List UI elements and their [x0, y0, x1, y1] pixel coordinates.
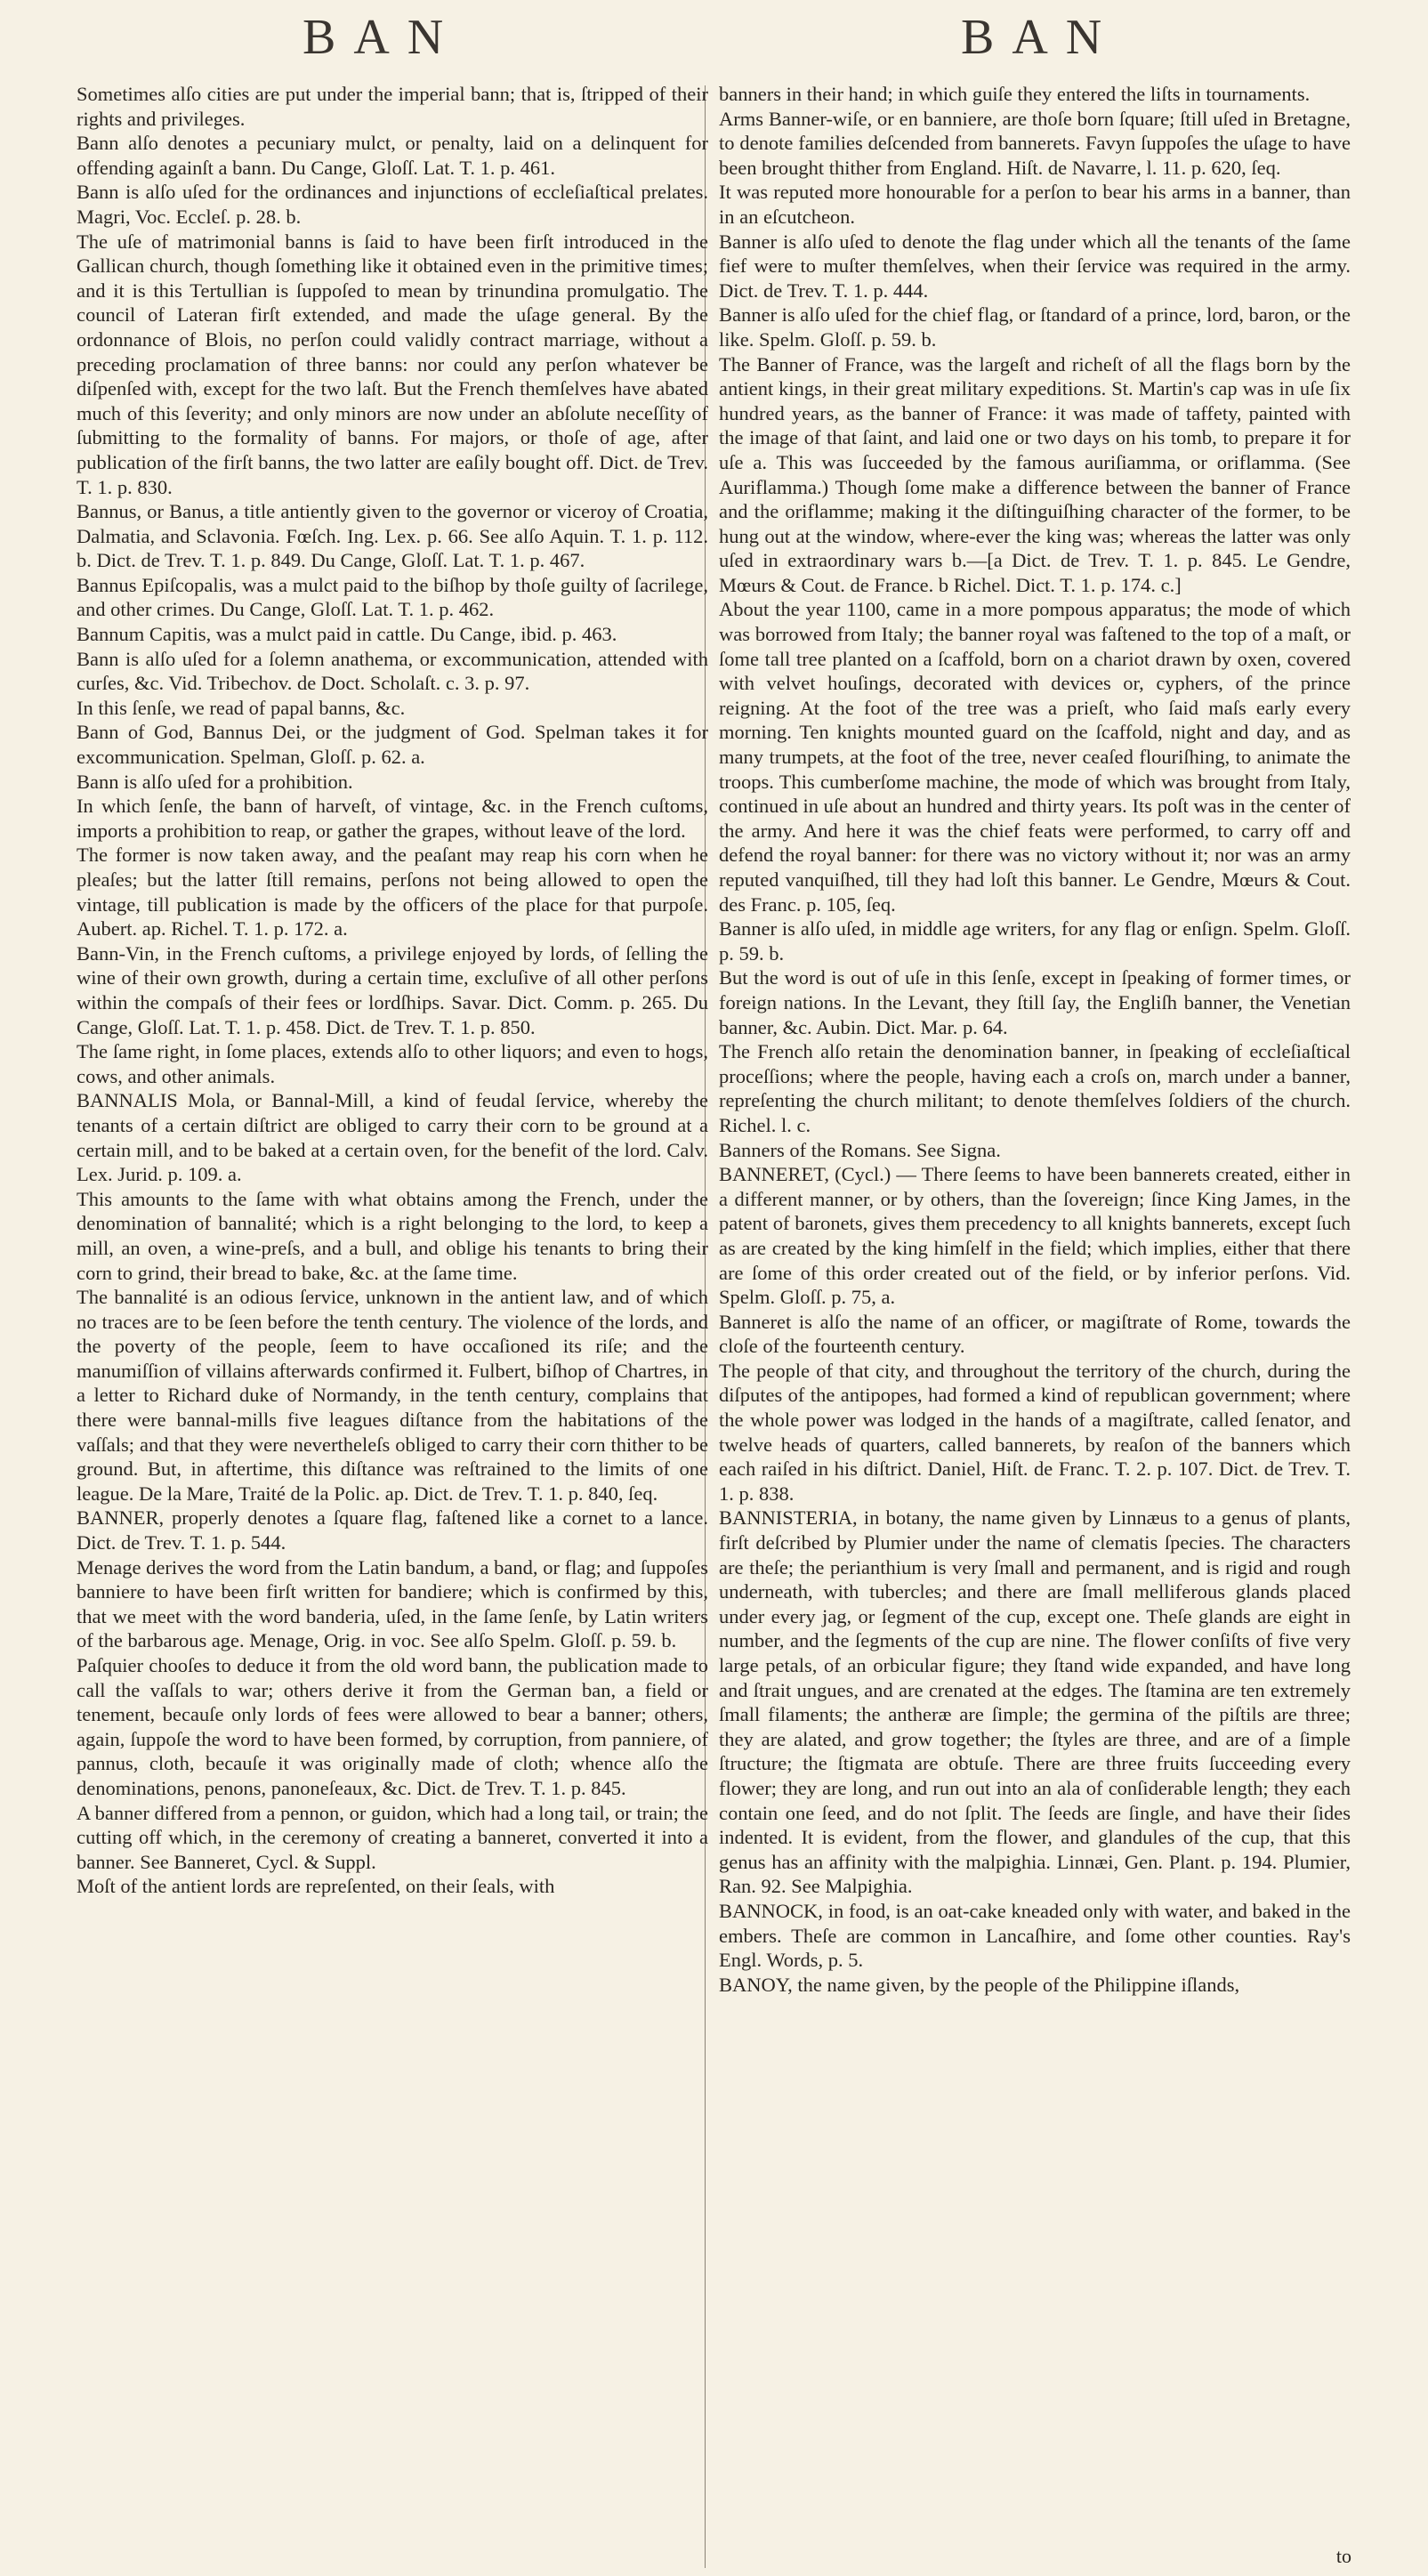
entry-paragraph: Paſquier chooſes to deduce it from the old word bann, the publication made to call the vaſſals to war; others derive it from the German ban, a field or tenement, becauſe only lords of fees were allowed to bear a banner; others, again, ſuppoſe the word to have been formed, by corruption, from panniere, of pannus, cloth, becauſe it was originally made of cloth; whence alſo the denominations, penons, panoneſeaux, &c. Dict. de Trev. T. 1. p. 845.	[77, 1654, 708, 1799]
dictionary-entry: Arms Banner-wiſe, or en banniere, are thoſe born ſquare; ſtill uſed in Bretagne, to denote families deſcended from bannerets. Favyn ſuppoſes the uſage to have been brought thither from England. Hiſt. de Navarre, l. 11. p. 620, ſeq.	[719, 107, 1351, 179]
entry-paragraph: The bannalité is an odious ſervice, unknown in the antient law, and of which no traces are to be ſeen before the tenth century. The violence of the lords, and the poverty of the people, ſeem to have occaſioned its riſe; and the manumiſſion of villains afterwards confirmed it. Fulbert, biſhop of Chartres, in a letter to Richard duke of Normandy, in the tenth century, complains that there were bannal-mills five leagues diſtance from the habitations of the vaſſals; and that they were nevertheleſs obliged to carry their corn thither to be ground. But, in aftertime, this diſtance was reſtrained to the limits of one league. De la Mare, Traité de la Polic. ap. Dict. de Trev. T. 1. p. 840, ſeq.	[77, 1286, 708, 1505]
dictionary-entry: BANNERET, (Cycl.) — There ſeems to have been bannerets created, either in a different manner, or by others, than the ſovereign; ſince King James, in the patent of baronets, gives them precedency to all knights bannerets, except ſuch as are created by the king himſelf in the field; which implies, either that there are ſome of this order created out of the field, or by inferior perſons. Vid. Spelm. Gloſſ. p. 75, a.	[719, 1163, 1351, 1309]
entry-paragraph: This amounts to the ſame with what obtains among the French, under the denomination of bannalité; which is a right belonging to the lord, to keep a mill, an oven, a wine-preſs, and a bull, and oblige his tenants to bring their corn to grind, their bread to bake, &c. at the ſame time.	[77, 1187, 708, 1284]
left-column	[77, 82, 708, 1899]
dictionary-entry: Bannus, or Banus, a title antiently given to the governor or viceroy of Croatia, Dalmatia, and Sclavonia. Fœſch. Ing. Lex. p. 66. See alſo Aquin. T. 1. p. 112. b. Dict. de Trev. T. 1. p. 849. Du Cange, Gloſſ. Lat. T. 1. p. 467.	[77, 500, 708, 572]
dictionary-entry: Bannus Epiſcopalis, was a mulct paid to the biſhop by thoſe guilty of ſacrilege, and other crimes. Du Cange, Gloſſ. Lat. T. 1. p. 462.	[77, 573, 708, 621]
dictionary-entry: Bann is alſo uſed for a ſolemn anathema, or excommunication, attended with curſes, &c. Vid. Tribechov. de Doct. Scholaſt. c. 3. p. 97.	[77, 647, 708, 695]
dictionary-entry: Banneret is alſo the name of an officer, or magiſtrate of Rome, towards the cloſe of the fourteenth century.	[719, 1310, 1351, 1358]
entry-paragraph: The former is now taken away, and the peaſant may reap his corn when he pleaſes; but the latter ſtill remains, perſons not being allowed to open the vintage, till publication is made by the officers of the place for that purpoſe. Aubert. ap. Richel. T. 1. p. 172. a.	[77, 844, 708, 941]
dictionary-entry: Banner is alſo uſed to denote the flag under which all the tenants of the ſame fief were to muſter themſelves, when their ſervice was required in the army. Dict. de Trev. T. 1. p. 444.	[719, 230, 1351, 302]
dictionary-entry: BANNISTERIA, in botany, the name given by Linnæus to a genus of plants, firſt deſcribed by Plumier under the name of clematis ſpecies. The characters are theſe; the perianthium is very ſmall and permanent, and is rigid and rough underneath, with tubercles; and there are ſmall melliferous glands placed under every jag, or ſegment of the cup, except one. Theſe glands are eight in number, and the ſegments of the cup are nine. The flower conſiſts of five very large petals, of an orbicular figure; they ſtand wide expanded, and have long and ſtrait ungues, and are crenated at the edges. The ſtamina are ten extremely ſmall filaments; the antheræ are ſimple; the germina of the piſtils are three; they are alated, and grow together; the ſtyles are three, and are of a ſimple ſtructure; the ſtigmata are obtuſe. There are three fruits ſucceeding every flower; they are long, and run out into an ala of conſiderable length; they each contain one ſeed, and do not ſplit. The ſeeds are ſingle, and have their ſides indented. It is evident, from the flower, and glandules of the cup, that this genus has an affinity with the malpighia. Linnæi, Gen. Plant. p. 194. Plumier, Ran. 92. See Malpighia.	[719, 1506, 1351, 1898]
entry-paragraph: The people of that city, and throughout the territory of the church, during the diſputes of the antipopes, had formed a kind of republican government; where the whole power was lodged in the hands of a magiſtrate, called ſenator, and twelve heads of quarters, called bannerets, by reaſon of the banners which each raiſed in his diſtrict. Daniel, Hiſt. de Franc. T. 2. p. 107. Dict. de Trev. T. 1. p. 838.	[719, 1359, 1351, 1505]
entry-paragraph: In this ſenſe, we read of papal banns, &c.	[77, 696, 406, 719]
dictionary-entry: Bannum Capitis, was a mulct paid in cattle. Du Cange, ibid. p. 463.	[77, 623, 617, 646]
dictionary-entry: BANNOCK, in food, is an oat-cake kneaded only with water, and baked in the embers. Theſe are common in Lancaſhire, and ſome other counties. Ray's Engl. Words, p. 5.	[719, 1899, 1351, 1972]
dictionary-entry: Bann of God, Bannus Dei, or the judgment of God. Spelman takes it for excommunication. Spelman, Gloſſ. p. 62. a.	[77, 721, 708, 769]
right-column	[719, 82, 1351, 1997]
entry-paragraph: In which ſenſe, the bann of harveſt, of vintage, &c. in the French cuſtoms, imports a prohibition to reap, or gather the grapes, without leave of the lord.	[77, 795, 708, 842]
entry-paragraph: A banner differed from a pennon, or guidon, which had a long tail, or train; the cutting off which, in the ceremony of creating a banneret, converted it into a banner. See Banneret, Cycl. & Suppl.	[77, 1801, 708, 1873]
entry-paragraph: Sometimes alſo cities are put under the imperial bann; that is, ſtripped of their rights and privileges.	[77, 83, 708, 130]
dictionary-entry: Bann alſo denotes a pecuniary mulct, or penalty, laid on a delinquent for offending againſt a bann. Du Cange, Gloſſ. Lat. T. 1. p. 461.	[77, 132, 708, 179]
entry-paragraph: The French alſo retain the denomination banner, in ſpeaking of eccleſiaſtical proceſſions; where the people, having each a croſs on, march under a banner, repreſenting the church militant; to denote themſelves ſoldiers of the church. Richel. l. c.	[719, 1040, 1351, 1136]
entry-paragraph: Menage derives the word from the Latin bandum, a band, or flag; and ſuppoſes banniere to have been firſt written for bandiere; which is confirmed by this, that we meet with the word banderia, uſed, in the ſame ſenſe, by Latin writers of the barbarous age. Menage, Orig. in voc. See alſo Spelm. Gloſſ. p. 59. b.	[77, 1555, 708, 1652]
dictionary-entry: The Banner of France, was the largeſt and richeſt of all the flags born by the antient kings, in their great military expeditions. St. Martin's cap was in uſe ſix hundred years, as the banner of France: it was made of taffety, painted with the image of that ſaint, and laid one or two days on his tomb, to prepare it for uſe a. This was ſucceeded by the famous auriſiamma, or oriflamma. (See Auriflamma.) Though ſome make a difference between the banner of France and the oriflamme; making it the diſtinguiſhing character of the former, to be hung out at the window, where-ever the king was; whereas the latter was only uſed in extraordinary wars b.—[a Dict. de Trev. T. 1. p. 845. Le Gendre, Mœurs & Cout. de France. b Richel. Dict. T. 1. p. 174. c.]	[719, 352, 1351, 596]
entry-paragraph: Moſt of the antient lords are repreſented, on their ſeals, with	[77, 1875, 555, 1898]
entry-paragraph: But the word is out of uſe in this ſenſe, except in ſpeaking of former times, or foreign nations. In the Levant, they ſtill ſay, the Engliſh banner, the Venetian banner, &c. Aubin. Dict. Mar. p. 64.	[719, 966, 1351, 1038]
dictionary-entry: Banner is alſo uſed for the chief flag, or ſtandard of a prince, lord, baron, or the like. Spelm. Gloſſ. p. 59. b.	[719, 303, 1351, 351]
entry-paragraph: banners in their hand; in which guiſe they entered the liſts in tournaments.	[719, 83, 1311, 105]
dictionary-entry: Bann is alſo uſed for a prohibition.	[77, 770, 353, 793]
dictionary-entry: BANNER, properly denotes a ſquare flag, faſtened like a cornet to a lance. Dict. de Trev. T. 1. p. 544.	[77, 1506, 708, 1554]
dictionary-entry: Banner is alſo uſed, in middle age writers, for any flag or enſign. Spelm. Gloſſ. p. 59. b.	[719, 917, 1351, 965]
running-head-right: BAN	[961, 10, 1120, 65]
dictionary-entry: Banners of the Romans. See Signa.	[719, 1138, 1001, 1161]
entry-paragraph: The ſame right, in ſome places, extends alſo to other liquors; and even to hogs, cows, and other animals.	[77, 1040, 708, 1087]
entry-paragraph: About the year 1100, came in a more pompous apparatus; the mode of which was borrowed from Italy; the banner royal was faſtened to the top of a maſt, or ſome tall tree planted on a ſcaffold, born on a chariot drawn by oxen, covered with velvet houſings, decorated with devices or, cyphers, of the prince reigning. At the foot of the tree was a prieſt, who ſaid maſs early every morning. Ten knights mounted guard on the ſcaffold, night and day, and as many trumpets, at the foot of the tree, never ceaſed flouriſhing, to animate the troops. This cumberſome machine, the mode of which was brought from Italy, continued in uſe about an hundred and thirty years. Its poſt was in the center of the army. And here it was the chief feats were performed, to carry off and defend the royal banner: for there was no victory without it; nor was an army reputed vanquiſhed, till they had loſt this banner. Le Gendre, Mœurs & Cout. des Franc. p. 105, ſeq.	[719, 598, 1351, 916]
dictionary-entry: Bann is alſo uſed for the ordinances and injunctions of eccleſiaſtical prelates. Magri, Voc. Eccleſ. p. 28. b.	[77, 181, 708, 228]
catchword: to	[1335, 2545, 1351, 2567]
dictionary-entry: Bann-Vin, in the French cuſtoms, a privilege enjoyed by lords, of ſelling the wine of their own growth, during a certain time, excluſive of all other perſons within the compaſs of their fees or lordſhips. Savar. Dict. Comm. p. 265. Du Cange, Gloſſ. Lat. T. 1. p. 458. Dict. de Trev. T. 1. p. 850.	[77, 941, 708, 1038]
dictionary-entry: BANNALIS Mola, or Bannal-Mill, a kind of feudal ſervice, whereby the tenants of a certain diſtrict are obliged to carry their corn to be ground at a certain mill, and to be baked at a certain oven, for the benefit of the lord. Calv. Lex. Jurid. p. 109. a.	[77, 1089, 708, 1186]
entry-paragraph: The uſe of matrimonial banns is ſaid to have been firſt introduced in the Gallican church, though ſomething like it obtained even in the primitive times; and it is this Tertullian is ſuppoſed to mean by trinundina promulgatio. The council of Lateran firſt extended, and made the uſage general. By the ordonnance of Blois, no perſon could validly contract marriage, without a preceding proclamation of three banns: nor could any perſon whatever be diſpenſed with, except for the two laſt. But the French themſelves have abated much of this ſeverity; and only minors are now under an abſolute neceſſity of ſubmitting to the formality of banns. For majors, or thoſe of age, after publication of the firſt banns, the two latter are eaſily bought off. Dict. de Trev. T. 1. p. 830.	[77, 230, 708, 498]
running-head-left: BAN	[303, 10, 462, 65]
entry-paragraph: It was reputed more honourable for a perſon to bear his arms in a banner, than in an eſcutcheon.	[719, 181, 1351, 228]
dictionary-entry: BANOY, the name given, by the people of the Philippine iſlands,	[719, 1973, 1240, 1996]
